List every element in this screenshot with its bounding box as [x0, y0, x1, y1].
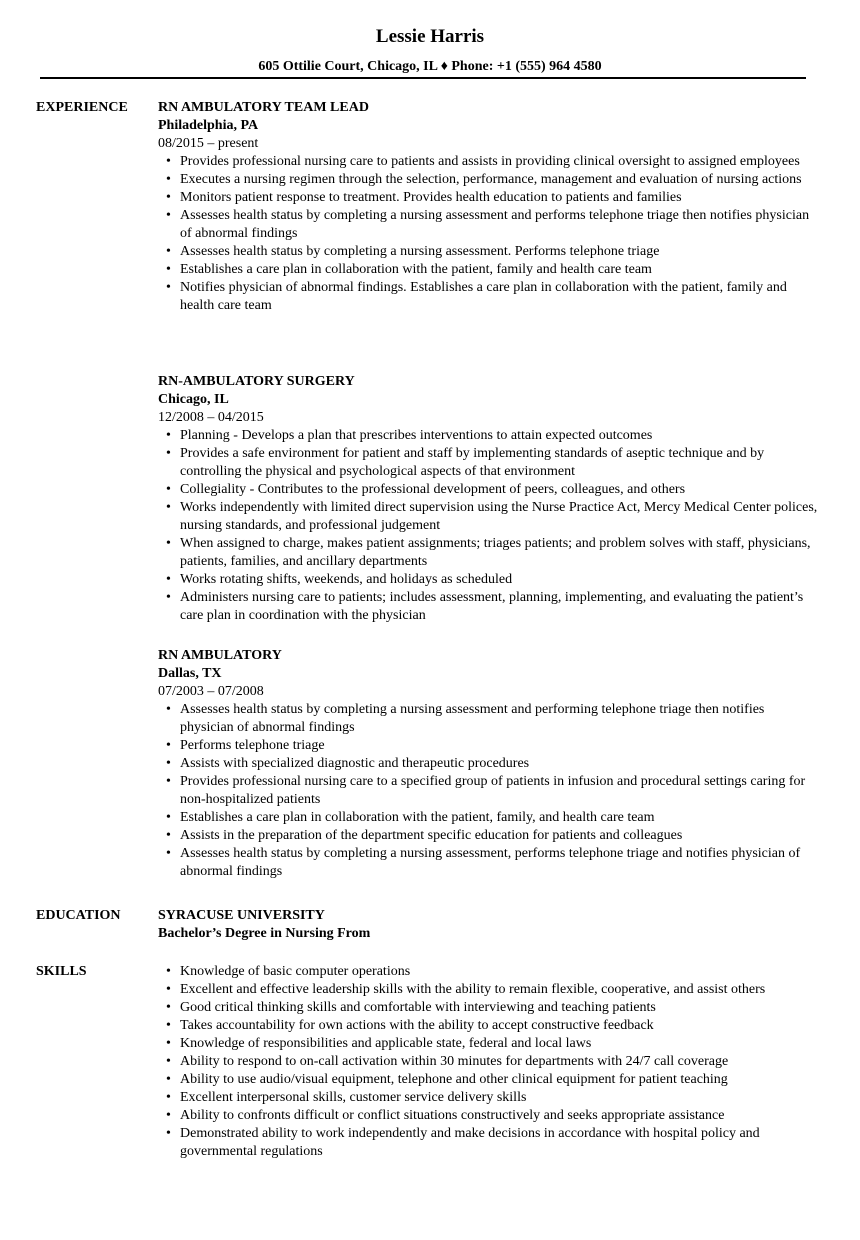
- job-bullets: [158, 701, 818, 881]
- job-bullets: [158, 427, 818, 625]
- list-item: • Good critical thinking skills and comfortable with interviewing and teaching patients: [180, 999, 818, 1017]
- job-title: RN AMBULATORY: [158, 648, 282, 663]
- skills-list: [158, 963, 818, 1161]
- section-label-skills: SKILLS: [36, 964, 87, 979]
- list-item: • Collegiality - Contributes to the professional development of peers, colleagues, and others: [180, 481, 818, 499]
- list-item: • Executes a nursing regimen through the selection, performance, management and evaluation of nursing actions: [180, 171, 818, 189]
- list-item: • Ability to use audio/visual equipment, telephone and other clinical equipment for patient teaching: [180, 1071, 818, 1089]
- list-item: • Monitors patient response to treatment. Provides health education to patients and families: [180, 189, 818, 207]
- list-item: • Assists in the preparation of the department specific education for patients and colleagues: [180, 827, 818, 845]
- list-item: • Assesses health status by completing a nursing assessment and performs telephone triage then notifies physician of abnormal findings: [180, 207, 818, 243]
- list-item: • Provides professional nursing care to patients and assists in providing clinical oversight to assigned employees: [180, 153, 818, 171]
- list-item: • Assesses health status by completing a nursing assessment, performs telephone triage and notifies physician of abnormal findings: [180, 845, 818, 881]
- list-item: • Ability to confronts difficult or conflict situations constructively and seeks appropriate assistance: [180, 1107, 818, 1125]
- job-title: RN-AMBULATORY SURGERY: [158, 374, 355, 389]
- contact-line: [0, 58, 860, 76]
- list-item: • Works independently with limited direct supervision using the Nurse Practice Act, Mercy Medical Center polices, nursing standards, and professional judgement: [180, 499, 818, 535]
- job-dates: 12/2008 – 04/2015: [158, 410, 264, 425]
- job-location: Dallas, TX: [158, 666, 222, 681]
- list-item: • Knowledge of basic computer operations: [180, 963, 818, 981]
- list-item: • Ability to respond to on-call activation within 30 minutes for departments with 24/7 call coverage: [180, 1053, 818, 1071]
- list-item: • Assesses health status by completing a nursing assessment. Performs telephone triage: [180, 243, 818, 261]
- job-entry: [158, 647, 818, 881]
- list-item: • Takes accountability for own actions with the ability to accept constructive feedback: [180, 1017, 818, 1035]
- job-entry: [158, 373, 818, 625]
- job-dates: 08/2015 – present: [158, 136, 259, 151]
- list-item: • When assigned to charge, makes patient assignments; triages patients; and problem solves with staff, physicians, patients, families, and ancillary departments: [180, 535, 818, 571]
- list-item: • Demonstrated ability to work independently and make decisions in accordance with hospital policy and governmental regulations: [180, 1125, 818, 1161]
- job-title: RN AMBULATORY TEAM LEAD: [158, 100, 369, 115]
- list-item: • Planning - Develops a plan that prescribes interventions to attain expected outcomes: [180, 427, 818, 445]
- list-item: • Assists with specialized diagnostic and therapeutic procedures: [180, 755, 818, 773]
- list-item: • Establishes a care plan in collaboration with the patient, family, and health care team: [180, 809, 818, 827]
- list-item: • Establishes a care plan in collaboration with the patient, family and health care team: [180, 261, 818, 279]
- job-bullets: [158, 153, 818, 315]
- list-item: • Excellent and effective leadership skills with the ability to remain flexible, cooperative, and assist others: [180, 981, 818, 999]
- list-item: • Notifies physician of abnormal findings. Establishes a care plan in collaboration with the patient, family and health care team: [180, 279, 818, 315]
- skills-bullets: [158, 963, 818, 1161]
- job-location: Philadelphia, PA: [158, 118, 259, 133]
- job-location: Chicago, IL: [158, 392, 229, 407]
- section-label-education: EDUCATION: [36, 908, 121, 923]
- school-name: SYRACUSE UNIVERSITY: [158, 908, 325, 923]
- list-item: • Assesses health status by completing a nursing assessment and performing telephone triage then notifies physician of abnormal findings: [180, 701, 818, 737]
- list-item: • Provides a safe environment for patient and staff by implementing standards of aseptic technique and by controlling the physical and psychological aspects of that environment: [180, 445, 818, 481]
- section-label-experience: EXPERIENCE: [36, 100, 128, 115]
- list-item: • Works rotating shifts, weekends, and holidays as scheduled: [180, 571, 818, 589]
- education-entry: [158, 907, 818, 943]
- list-item: • Performs telephone triage: [180, 737, 818, 755]
- job-dates: 07/2003 – 07/2008: [158, 684, 264, 699]
- header-divider: [40, 77, 806, 79]
- list-item: • Provides professional nursing care to a specified group of patients in infusion and procedural settings caring for non-hospitalized patients: [180, 773, 818, 809]
- job-entry: [158, 99, 818, 315]
- diamond-separator-icon: ♦: [440, 59, 448, 74]
- list-item: • Knowledge of responsibilities and applicable state, federal and local laws: [180, 1035, 818, 1053]
- address: 605 Ottilie Court, Chicago, IL: [258, 59, 438, 74]
- phone: Phone: +1 (555) 964 4580: [451, 59, 602, 74]
- list-item: • Administers nursing care to patients; includes assessment, planning, implementing, and evaluating the patient’s care plan in coordination with the physician: [180, 589, 818, 625]
- candidate-name: Lessie Harris: [375, 26, 485, 47]
- list-item: • Excellent interpersonal skills, customer service delivery skills: [180, 1089, 818, 1107]
- degree: Bachelor’s Degree in Nursing From: [158, 926, 371, 941]
